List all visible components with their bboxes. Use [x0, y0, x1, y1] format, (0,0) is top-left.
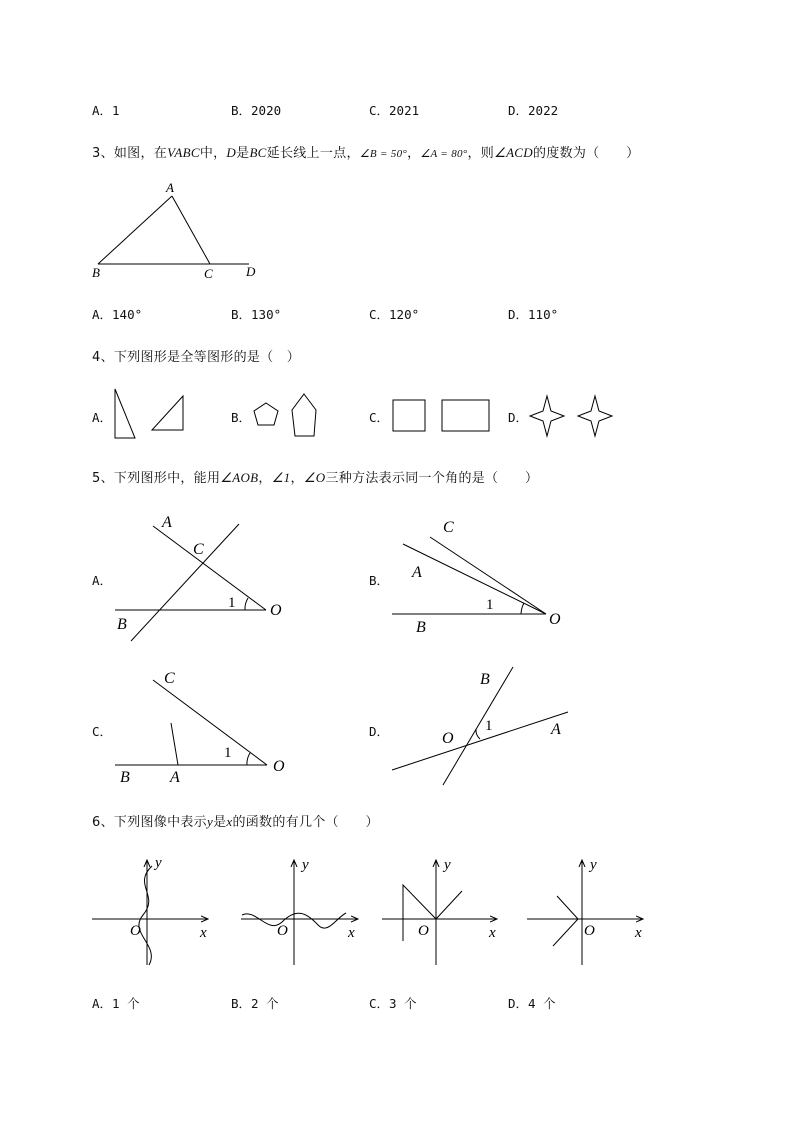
q2-option-b: B．2020: [231, 103, 282, 118]
q3-ext: 延长线上一点，: [266, 146, 360, 161]
q5-d-label-a: A: [551, 721, 561, 738]
q3-label-b: B: [92, 265, 100, 280]
q6-option-b: B．2 个: [231, 996, 279, 1011]
q3-option-c: C．120°: [369, 307, 420, 322]
q2-option-d: D．2022: [508, 103, 559, 118]
q6-g1-label-o: O: [130, 923, 141, 939]
q5-tail: 三种方法表示同一个角的是（ ）: [325, 471, 539, 486]
q5-option-c: C．: [92, 724, 113, 739]
q5-a-label-o: O: [270, 602, 282, 619]
q5-angle-aob: ∠AOB: [220, 470, 259, 485]
q4-option-a: A．: [92, 410, 113, 425]
q5-c-label-b: B: [120, 769, 130, 786]
q5-b-label-1: 1: [486, 597, 494, 613]
q3-option-a: A．140°: [92, 307, 143, 322]
q3-stem-mid: 中，: [199, 146, 227, 161]
q5-a-label-b: B: [117, 616, 127, 633]
q3-is: 是: [236, 146, 250, 161]
q5-d-label-1: 1: [485, 718, 493, 734]
q6-g2-label-x: x: [348, 925, 355, 941]
q3-label-a: A: [166, 180, 174, 195]
q5-a-label-a: A: [162, 514, 172, 531]
q3-angle-b: ∠B = 50°: [359, 148, 408, 160]
q6-g3-label-x: x: [489, 925, 496, 941]
q6-g1-label-y: y: [155, 855, 162, 871]
q5-c-label-a: A: [170, 769, 180, 786]
q6-graph-1: [92, 855, 208, 965]
q3-comma: ，: [407, 146, 421, 161]
q6-is: 是: [213, 815, 227, 830]
q5-d-label-o: O: [442, 730, 454, 747]
q2-option-c: C．2021: [369, 103, 420, 118]
q5-angle-o: ∠O: [303, 470, 326, 485]
q3-then: ，则: [467, 146, 495, 161]
q6-tail: 的函数的有几个（ ）: [232, 815, 379, 830]
q6-g2-label-y: y: [302, 857, 309, 873]
q6-var-y: y: [206, 814, 214, 829]
q4-option-b: B．: [231, 410, 252, 425]
q4-option-d: D．: [508, 410, 529, 425]
q6-var-x: x: [226, 814, 233, 829]
q3-point-d: D: [226, 145, 237, 160]
q6-g4-label-x: x: [635, 925, 642, 941]
q6-stem-pre: 6、下列图像中表示: [92, 815, 207, 830]
q5-option-a: A．: [92, 573, 113, 588]
q6-option-d: D．4 个: [508, 996, 556, 1011]
q5-angle-1: ∠1: [271, 470, 291, 485]
q5-a-label-1: 1: [228, 595, 236, 611]
q6-graph-3: [382, 857, 497, 965]
q5-comma-1: ，: [258, 471, 272, 486]
q3-label-d: D: [246, 264, 256, 279]
q3-tail: 的度数为（ ）: [532, 146, 640, 161]
q5-c-label-1: 1: [224, 745, 232, 761]
q4-option-c: C．: [369, 410, 390, 425]
q5-c-label-o: O: [273, 758, 285, 775]
q6-graph-4: [527, 857, 643, 965]
q4-stem: 4、下列图形是全等图形的是（ ）: [92, 350, 301, 365]
q3-option-d: D．110°: [508, 307, 559, 322]
q3-option-b: B．130°: [231, 307, 282, 322]
q5-b-label-c: C: [443, 519, 454, 536]
q6-g2-label-o: O: [277, 923, 288, 939]
q2-option-a: A．1: [92, 103, 120, 118]
q5-a-label-c: C: [193, 541, 204, 558]
q5-comma-2: ，: [290, 471, 304, 486]
q6-graph-2: [241, 857, 358, 965]
q3-label-c: C: [204, 266, 213, 281]
q5-b-label-b: B: [416, 619, 426, 636]
q3-angle-a: ∠A = 80°: [420, 148, 468, 160]
q5-option-b: B．: [369, 573, 390, 588]
q5-b-label-o: O: [549, 611, 561, 628]
q3-segment-bc: BC: [249, 145, 267, 160]
q3-angle-acd: ∠ACD: [494, 145, 533, 160]
q6-g3-label-y: y: [444, 857, 451, 873]
q5-stem-pre: 5、下列图形中，能用: [92, 471, 221, 486]
q5-option-d: D．: [369, 724, 390, 739]
q6-option-c: C．3 个: [369, 996, 417, 1011]
q5-b-label-a: A: [412, 564, 422, 581]
q5-c-label-c: C: [164, 670, 175, 687]
q3-triangle: VABC: [167, 145, 200, 160]
q6-g3-label-o: O: [418, 923, 429, 939]
q6-g4-label-o: O: [584, 923, 595, 939]
q6-g1-label-x: x: [200, 925, 207, 941]
q3-stem-pre: 3、如图，在: [92, 146, 168, 161]
q5-d-label-b: B: [480, 671, 490, 688]
q6-g4-label-y: y: [590, 857, 597, 873]
q6-option-a: A．1 个: [92, 996, 140, 1011]
